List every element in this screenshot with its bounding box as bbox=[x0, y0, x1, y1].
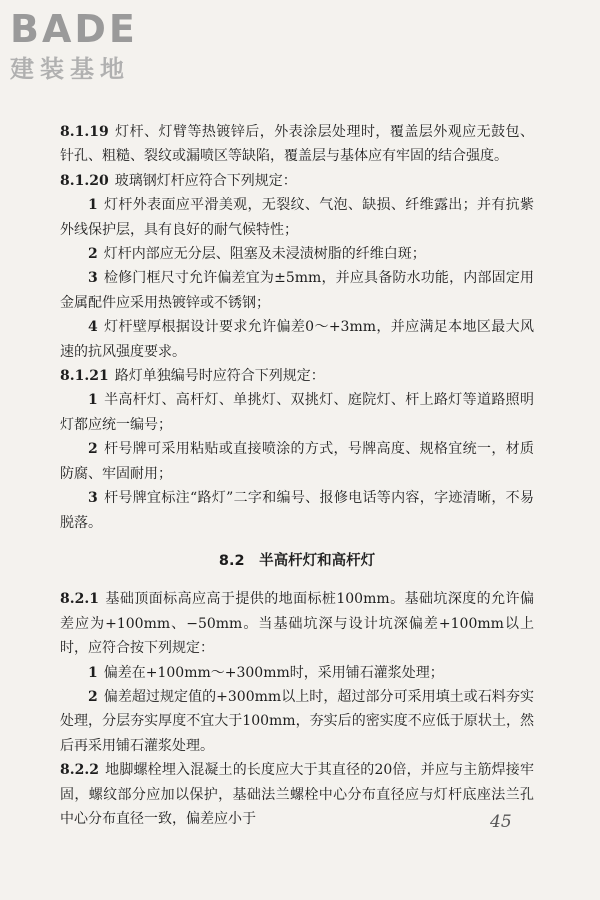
item-text: 杆号牌可采用粘贴或直接喷涂的方式，号牌高度、规格宜统一，材质防腐、牢固耐用； bbox=[60, 441, 534, 482]
page-number: 45 bbox=[490, 812, 512, 832]
item-number: 1 bbox=[88, 197, 98, 214]
item-text: 检修门框尺寸允许偏差宜为±5mm，并应具备防水功能，内部固定用金属配件应采用热镀锌或不锈钢； bbox=[60, 270, 534, 311]
publisher-logo bbox=[10, 8, 180, 84]
clause-number: 8.2.1 bbox=[60, 591, 99, 608]
logo-brand: BADE bbox=[10, 7, 138, 51]
clause-text: 地脚螺栓埋入混凝土的长度应大于其直径的20倍，并应与主筋焊接牢固，螺纹部分应加以保护，基础法兰螺栓中心分布直径应与灯杆底座法兰孔中心分布直径一致，偏差应小于 bbox=[60, 762, 534, 827]
item-text: 偏差在+100mm～+300mm时，采用铺石灌浆处理； bbox=[103, 664, 444, 681]
clause-text: 基础顶面标高应高于提供的地面标桩100mm。基础坑深度的允许偏差应为+100mm、−50mm。当基础坑深与设计坑深偏差+100mm以上时，应符合按下列规定： bbox=[60, 591, 534, 657]
list-item bbox=[60, 486, 534, 535]
clause-text: 灯杆、灯臂等热镀锌后，外表涂层处理时，覆盖层外观应无鼓包、针孔、粗糙、裂纹或漏喷区等缺陷，覆盖层与基体应有牢固的结合强度。 bbox=[60, 124, 534, 165]
clause-8-2-2 bbox=[60, 758, 534, 831]
clause-8-1-20 bbox=[60, 169, 534, 193]
item-number: 3 bbox=[88, 270, 98, 287]
clause-number: 8.2.2 bbox=[60, 762, 99, 779]
section-heading: 8.2 半高杆灯和高杆灯 bbox=[218, 552, 376, 569]
clause-number: 8.1.21 bbox=[60, 368, 109, 385]
item-number: 2 bbox=[88, 246, 98, 263]
clause-8-1-21 bbox=[60, 364, 534, 388]
list-item bbox=[60, 437, 534, 486]
list-item bbox=[60, 266, 534, 315]
list-item bbox=[60, 315, 534, 364]
list-item bbox=[60, 685, 534, 758]
clause-8-1-19 bbox=[60, 120, 534, 169]
clause-8-2-1 bbox=[60, 587, 534, 660]
item-number: 3 bbox=[88, 490, 98, 507]
list-item bbox=[60, 242, 534, 266]
clause-number: 8.1.20 bbox=[60, 172, 109, 189]
item-text: 半高杆灯、高杆灯、单挑灯、双挑灯、庭院灯、杆上路灯等道路照明灯都应统一编号； bbox=[60, 392, 534, 433]
item-text: 灯杆壁厚根据设计要求允许偏差0～+3mm，并应满足本地区最大风速的抗风强度要求。 bbox=[60, 319, 534, 360]
item-number: 1 bbox=[88, 392, 98, 409]
list-item bbox=[60, 193, 534, 242]
item-text: 灯杆内部应无分层、阻塞及未浸渍树脂的纤维白斑； bbox=[103, 246, 426, 263]
list-item bbox=[60, 388, 534, 437]
clause-text: 路灯单独编号时应符合下列规定： bbox=[114, 368, 325, 385]
item-number: 4 bbox=[88, 319, 98, 336]
item-number: 1 bbox=[88, 664, 98, 681]
item-text: 杆号牌宜标注“路灯”二字和编号、报修电话等内容，字迹清晰，不易脱落。 bbox=[60, 490, 534, 531]
clause-number: 8.1.19 bbox=[60, 124, 109, 140]
list-item bbox=[60, 661, 534, 685]
item-number: 2 bbox=[88, 688, 98, 705]
clause-text: 玻璃钢灯杆应符合下列规定： bbox=[114, 172, 297, 189]
item-text: 灯杆外表面应平滑美观，无裂纹、气泡、缺损、纤维露出；并有抗紫外线保护层，具有良好的耐气候特性； bbox=[60, 197, 534, 238]
logo-subtitle: 建装基地 bbox=[10, 55, 130, 83]
page-body bbox=[60, 120, 534, 831]
item-number: 2 bbox=[88, 441, 98, 458]
item-text: 偏差超过规定值的+300mm以上时，超过部分可采用填土或石料夯实处理，分层夯实厚度不宜大于100mm，夯实后的密实度不应低于原状土，然后再采用铺石灌浆处理。 bbox=[60, 688, 534, 754]
